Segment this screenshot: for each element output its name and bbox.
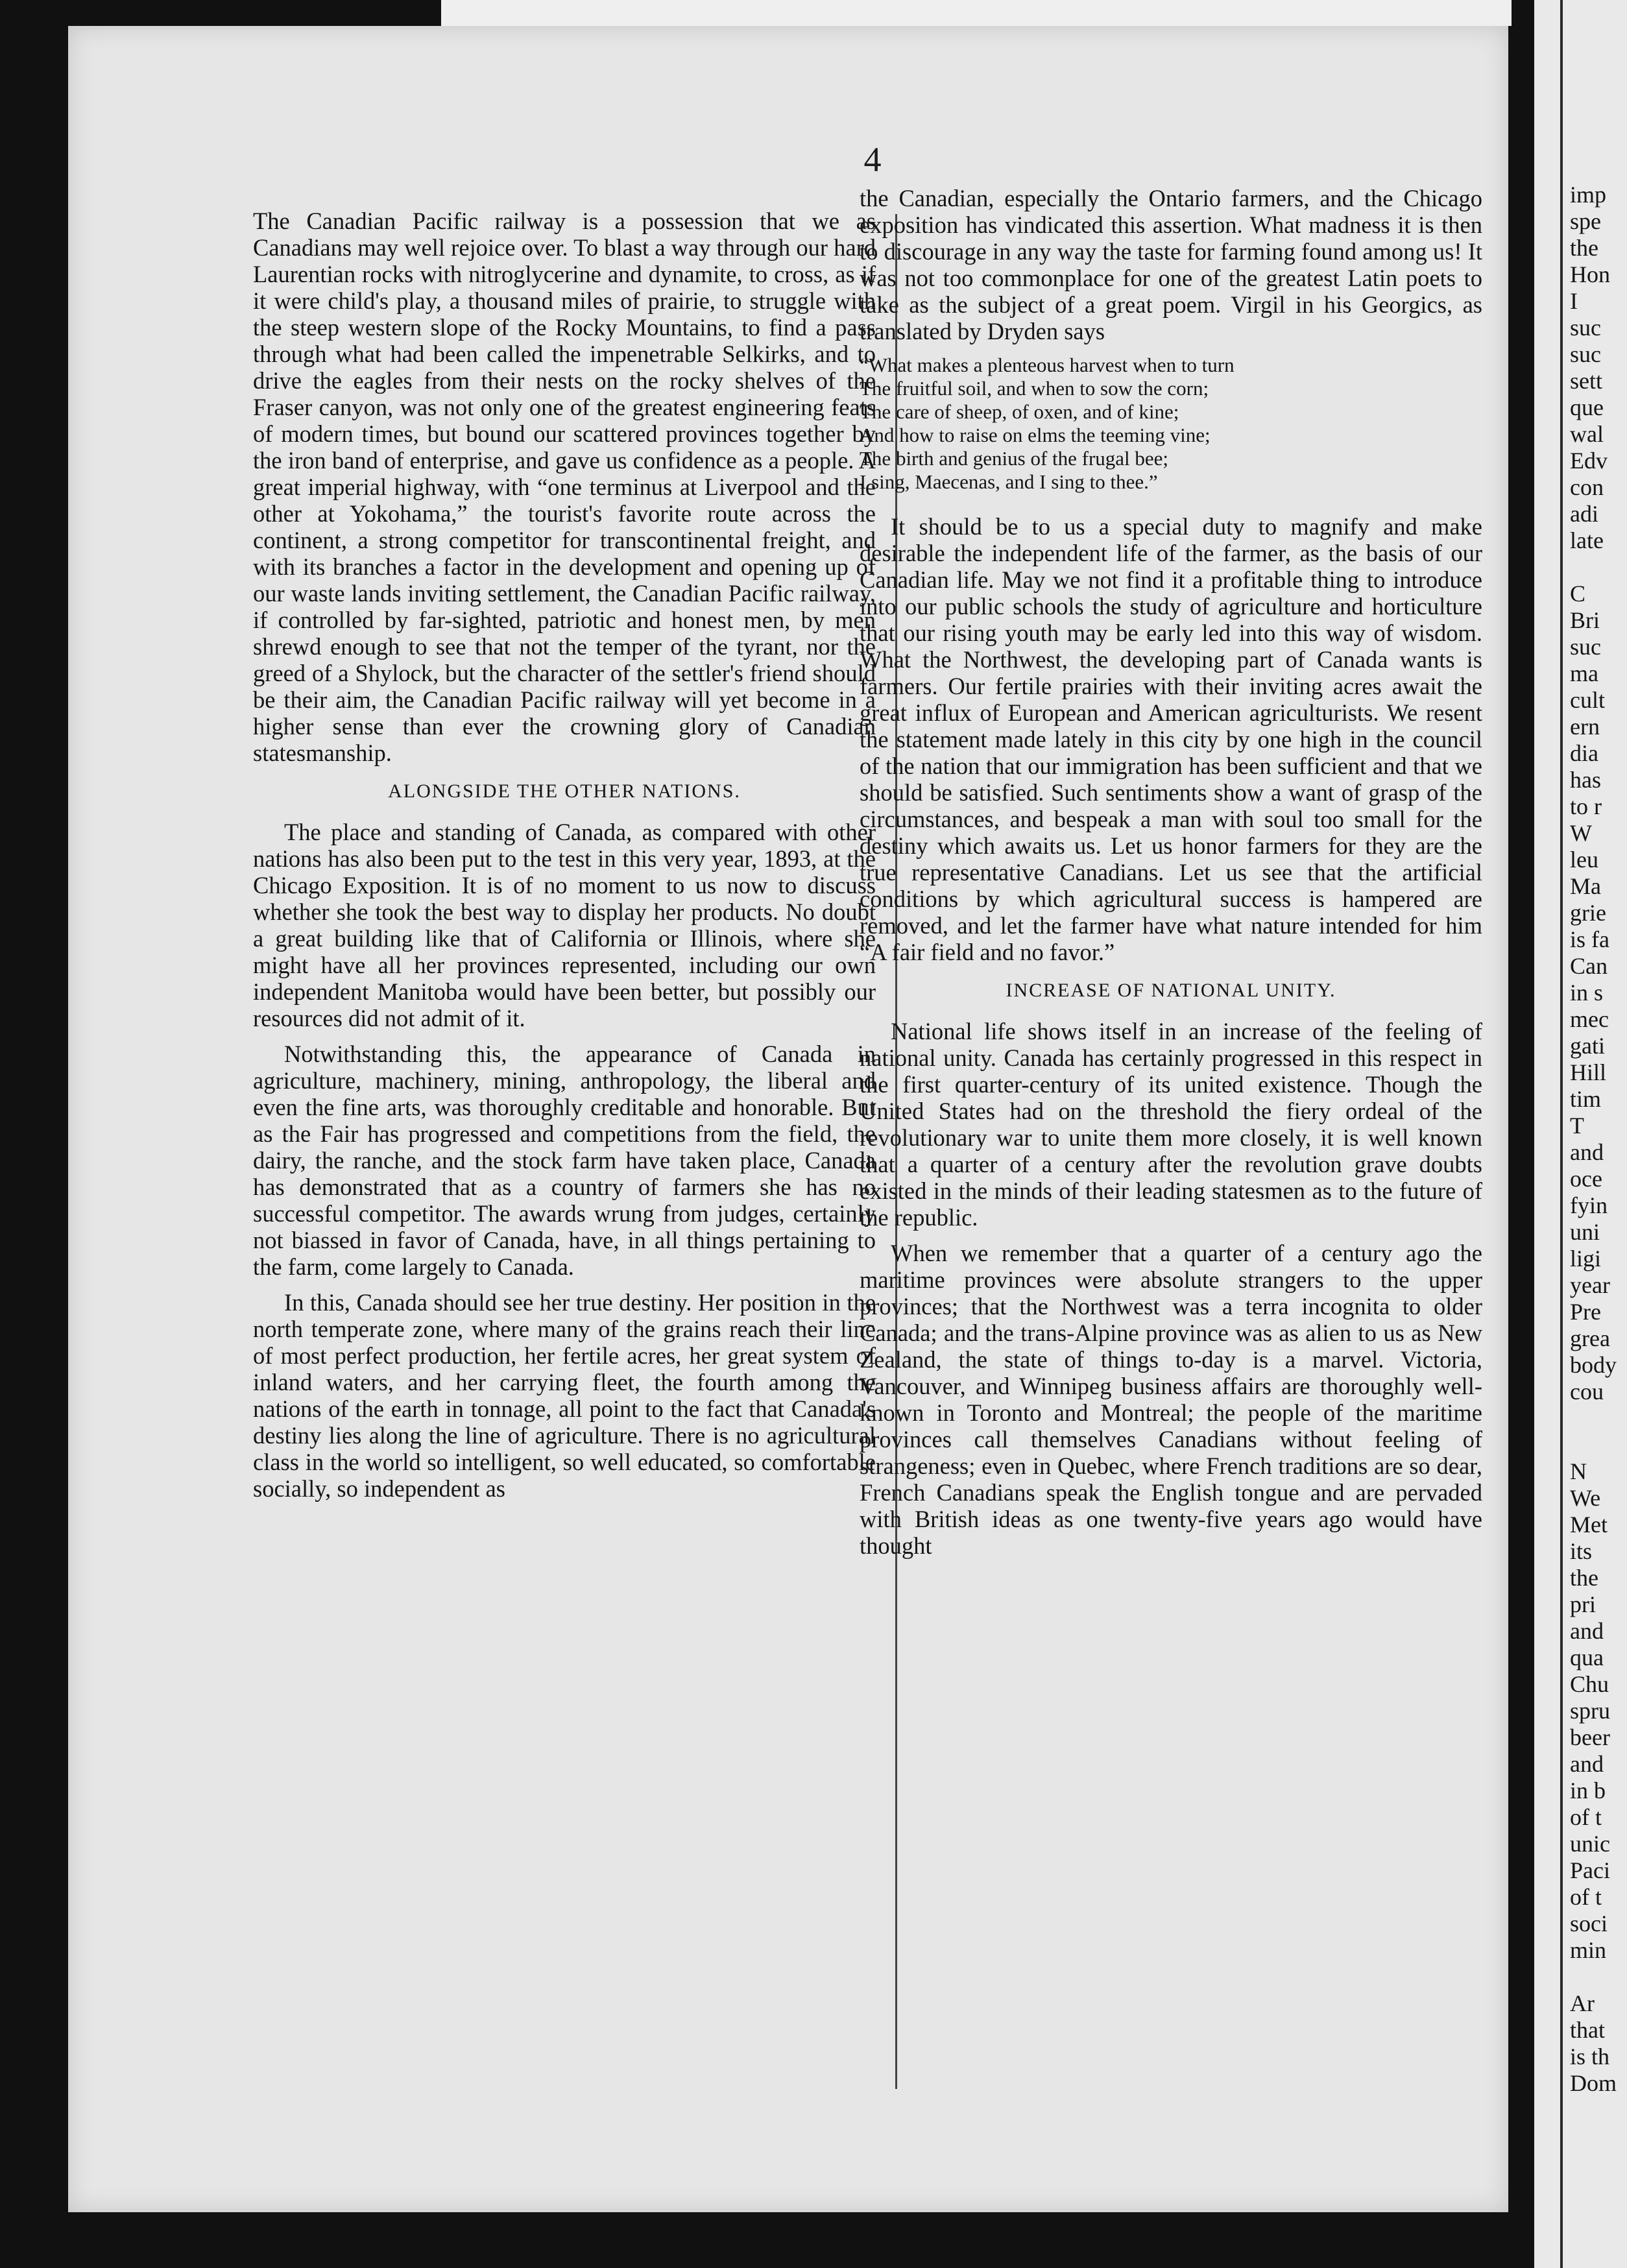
next-page-fragment: that <box>1570 2017 1605 2043</box>
next-page-fragment: to r <box>1570 793 1602 819</box>
next-page-fragment: spru <box>1570 1698 1610 1724</box>
next-page-fragment: min <box>1570 1937 1607 1963</box>
next-page-fragment: dia <box>1570 740 1598 766</box>
next-page-fragment: mec <box>1570 1006 1609 1032</box>
next-page-fragment: beer <box>1570 1724 1610 1750</box>
next-page-fragment: W <box>1570 820 1592 846</box>
next-page-fragment: and <box>1570 1618 1604 1644</box>
next-page-fragment: imp <box>1570 182 1607 208</box>
next-page-fragment: ern <box>1570 714 1600 740</box>
next-page-fragment: suc <box>1570 341 1601 367</box>
next-page-fragment: is th <box>1570 2044 1610 2069</box>
next-page-fragment: I <box>1570 288 1578 314</box>
next-page-fragment: ma <box>1570 660 1598 686</box>
paragraph: When we remember that a quarter of a century ago the maritime provinces were absolute strangers to the upper provinces; that the Northwest was a terra incognita to older Canada; and the trans-Alpine province was as alien to us as New Zealand, the state of things to-day is a marvel. Victoria, Vancouver, and Winnipeg business affairs are thoroughly well-known in Toronto and Montreal; the people of the maritime provinces call themselves Canadians without feeling of strangeness; even in Quebec, where French traditions are so dear, French Canadians speak the English tongue and are pervaded with British ideas as one twenty-five years ago would have thought <box>860 1240 1482 1559</box>
next-page-fragment: Bri <box>1570 607 1600 633</box>
next-page-fragment: uni <box>1570 1219 1600 1245</box>
next-page-fragment: of t <box>1570 1884 1602 1910</box>
poem-line: “What makes a plenteous harvest when to turn <box>860 354 1235 376</box>
next-page-fragment: fyin <box>1570 1192 1608 1218</box>
next-page-fragment: Paci <box>1570 1857 1610 1883</box>
next-page-fragment: T <box>1570 1113 1584 1139</box>
paragraph: The Canadian Pacific railway is a possession that we as Canadians may well rejoice over. To blast a way through our hard Laurentian rocks with nitroglycerine and dynamite, to cross, as if it were child's play, a thousand miles of prairie, to struggle with the steep western slope of the Rocky Mountains, to find a pass through what had been called the impenetrable Selkirks, and to drive the eagles from their nests on the rocky shelves of the Fraser canyon, was not only one of the greatest engineering feats of modern times, but bound our scattered provinces together by the iron band of enterprise, and gave us confidence as a people. A great imperial highway, with “one terminus at Liverpool and the other at Yokohama,” the tourist's favorite route across the continent, a strong competitor for transcontinental freight, and with its branches a factor in the development and opening up of our waste lands inviting settlement, the Canadian Pacific railway, if controlled by far-sighted, patriotic and honest men, by men shrewd enough to see that not the temper of the tyrant, nor the greed of a Shylock, but the character of the settler's friend should be their aim, the Canadian Pacific railway will yet become in a higher sense than ever the crowning glory of Canadian statesmanship. <box>253 208 876 766</box>
next-page-fragment: and <box>1570 1751 1604 1777</box>
next-page-fragment: unic <box>1570 1831 1610 1857</box>
next-page-fragment: pri <box>1570 1591 1596 1617</box>
next-page-fragment: con <box>1570 474 1604 500</box>
next-page-fragment: spe <box>1570 208 1601 234</box>
next-page-fragment: Dom <box>1570 2070 1617 2096</box>
poem-line: The care of sheep, of oxen, and of kine; <box>860 400 1179 423</box>
next-page-fragment: Pre <box>1570 1299 1601 1325</box>
page-gutter-line <box>1560 0 1563 2268</box>
next-page-fragment: ligi <box>1570 1246 1602 1272</box>
paragraph: In this, Canada should see her true destiny. Her position in the north temperate zone, where many of the grains reach their line of most perfect production, her fertile acres, her great system of inland waters, and her carrying fleet, the fourth among the nations of the earth in tonnage, all point to the fact that Canada's destiny lies along the line of agriculture. There is no agricultural class in the world so intelligent, so well educated, so comfortable socially, so independent as <box>253 1289 876 1502</box>
next-page-fragment: tim <box>1570 1086 1602 1112</box>
poem-line: The fruitful soil, and when to sow the corn; <box>860 377 1209 400</box>
next-page-fragment: has <box>1570 767 1601 793</box>
next-page-fragment: Hon <box>1570 261 1610 287</box>
paragraph: It should be to us a special duty to magnify and make desirable the independent life of the farmer, as the basis of our Canadian life. May we not find it a profitable thing to introduce into our public schools the study of agriculture and horticulture that our rising youth may be early led into this way of wisdom. What the Northwest, the developing part of Canada wants is farmers. Our fertile prairies with their inviting acres await the great influx of European and American agriculturists. We resent the statement made lately in this city by one high in the council of the nation that our immigration has been sufficient and that we should be satisfied. Such sentiments show a want of grasp of the circumstances, and bespeak a man with soul too small for the destiny which awaits us. Let us honor farmers for they are the true representative Canadians. Let us see that the artificial conditions by which agricultural success is hampered are removed, and let the farmer have what nature intended for him “A fair field and no favor.” <box>860 513 1482 965</box>
next-page-fragment: is fa <box>1570 926 1609 952</box>
next-page-fragment: wal <box>1570 421 1604 447</box>
next-page-fragment: and <box>1570 1139 1604 1165</box>
poem-line: And how to raise on elms the teeming vine; <box>860 424 1211 446</box>
next-page-fragment: oce <box>1570 1166 1602 1192</box>
next-page-fragment: leu <box>1570 847 1598 873</box>
next-page-fragment: late <box>1570 527 1604 553</box>
next-page-fragment: in b <box>1570 1778 1606 1804</box>
next-page-fragment: We <box>1570 1485 1601 1511</box>
next-page-fragment: in s <box>1570 980 1604 1006</box>
next-page-fragment: the <box>1570 235 1598 261</box>
next-page-fragment: grie <box>1570 900 1606 926</box>
next-page-fragment: cult <box>1570 687 1605 713</box>
paragraph: National life shows itself in an increase of the feeling of national unity. Canada has certainly progressed in this respect in the first quarter-century of its united existence. Though the United States had on the threshold the fiery ordeal of the revolutionary war to unite them more closely, it is well known that a quarter of a century after the revolution grave doubts existed in the minds of their leading statesmen as to the future of the republic. <box>860 1018 1482 1231</box>
next-page-fragment: C <box>1570 581 1586 607</box>
next-page-fragment: grea <box>1570 1325 1610 1351</box>
next-page-fragment: Ma <box>1570 873 1601 899</box>
next-page-fragment: soci <box>1570 1911 1608 1936</box>
back-sheet-edge <box>441 0 1512 26</box>
next-page-fragment: the <box>1570 1565 1598 1591</box>
right-column <box>860 185 1482 1568</box>
next-page-fragment: its <box>1570 1538 1593 1564</box>
next-page-fragment: sett <box>1570 368 1602 394</box>
next-page-fragment: suc <box>1570 634 1601 660</box>
next-page-fragment: Met <box>1570 1512 1608 1538</box>
next-page-fragment: body <box>1570 1352 1617 1378</box>
poem-line: I sing, Maecenas, and I sing to thee.” <box>860 470 1158 493</box>
next-page-edge <box>1534 0 1627 2268</box>
next-page-fragment: Edv <box>1570 448 1608 474</box>
left-column <box>253 208 876 1511</box>
next-page-fragment: cou <box>1570 1379 1604 1405</box>
next-page-fragment: qua <box>1570 1645 1604 1671</box>
next-page-fragment: suc <box>1570 315 1601 341</box>
document-page <box>68 26 1508 2212</box>
poem-quote <box>860 354 1482 494</box>
next-page-fragment: adi <box>1570 501 1598 527</box>
next-page-fragment: of t <box>1570 1804 1602 1830</box>
next-page-fragment: Chu <box>1570 1671 1609 1697</box>
next-page-fragment: Can <box>1570 953 1608 979</box>
page-number: 4 <box>863 140 882 179</box>
paragraph: The place and standing of Canada, as compared with other nations has also been put to the test in this very year, 1893, at the Chicago Exposition. It is of no moment to us now to discuss whether she took the best way to display her products. No doubt a great building like that of California or Illinois, where she might have all her provinces represented, including our own independent Manitoba would have been better, but possibly our resources did not admit of it. <box>253 819 876 1031</box>
paragraph: Notwithstanding this, the appearance of Canada in agriculture, machinery, mining, anthropology, the liberal and even the fine arts, was thoroughly creditable and honorable. But as the Fair has progressed and competitions from the field, the dairy, the ranche, and the stock farm have taken place, Canada has demonstrated that as a country of farmers she has no successful competitor. The awards wrung from judges, certainly not biassed in favor of Canada, have, in all things pertaining to the farm, come largely to Canada. <box>253 1041 876 1280</box>
section-heading: ALONGSIDE THE OTHER NATIONS. <box>388 780 741 802</box>
paragraph: the Canadian, especially the Ontario farmers, and the Chicago exposition has vindicated this assertion. What madness it is then to discourage in any way the taste for farming found among us! It was not too commonplace for one of the greatest Latin poets to take as the subject of a great poem. Virgil in his Georgics, as translated by Dryden says <box>860 185 1482 344</box>
next-page-fragment: Hill <box>1570 1059 1607 1085</box>
next-page-fragment: year <box>1570 1272 1610 1298</box>
next-page-fragment: que <box>1570 394 1604 420</box>
next-page-fragment: N <box>1570 1458 1587 1484</box>
section-heading: INCREASE OF NATIONAL UNITY. <box>1006 980 1336 1001</box>
next-page-fragment: gati <box>1570 1033 1605 1059</box>
poem-line: The birth and genius of the frugal bee; <box>860 447 1169 470</box>
next-page-fragment: Ar <box>1570 1990 1595 2016</box>
